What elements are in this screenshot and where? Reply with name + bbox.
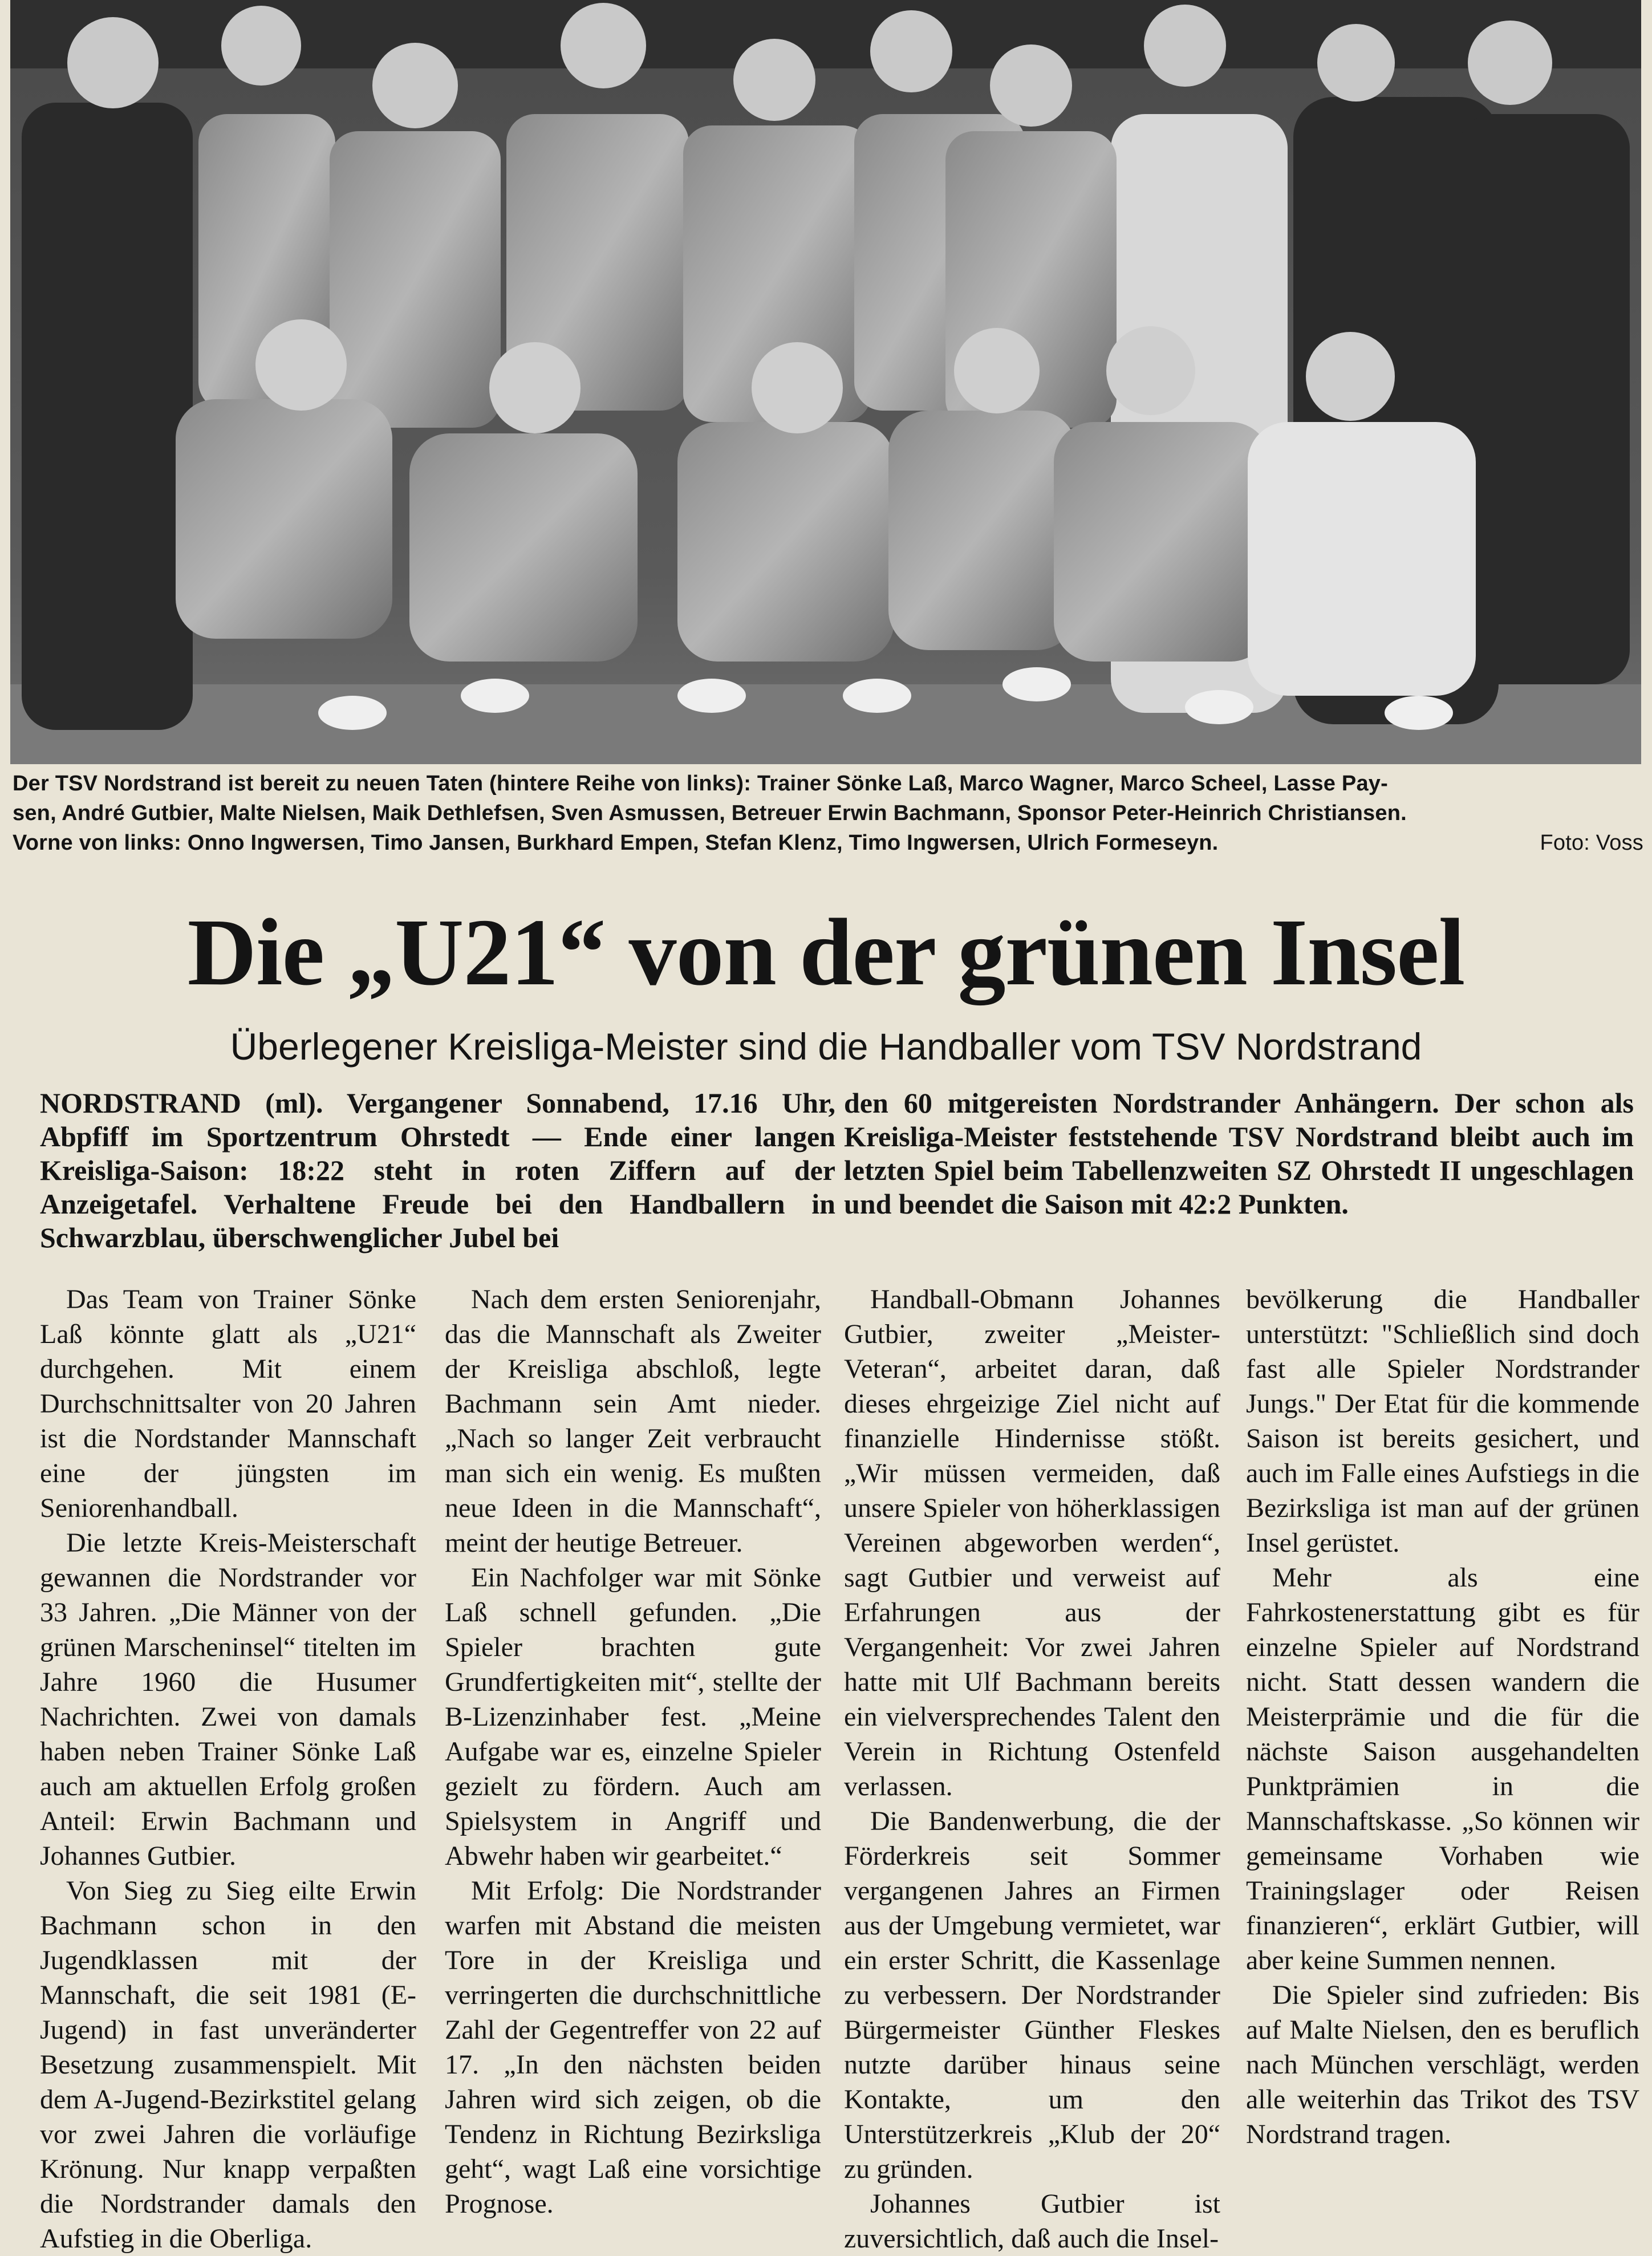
article-paragraph: Die letzte Kreis-Meisterschaft gewannen die Nordstrander vor 33 Jahren. „Die Männer von der grünen Marscheninsel“ titelten im Jahre 1960 die Husumer Nachrichten. Zwei von damals haben neben Trainer Sönke Laß auch am aktuellen Erfolg großen Anteil: Erwin Bachmann und Johannes Gutbier.	[40, 1528, 416, 1871]
article-column-1	[40, 1282, 416, 2256]
caption-line: Der TSV Nordstrand ist bereit zu neuen Taten (hintere Reihe von links): Trainer Sönke Laß, Marco Wagner, Marco Scheel, Lasse Pay-	[13, 772, 1388, 796]
photo-caption	[13, 769, 1643, 858]
team-photo-icon	[10, 0, 1641, 764]
article-paragraph: Das Team von Trainer Sönke Laß könnte glatt als „U21“ durchgehen. Mit einem Durchschnittsalter von 20 Jahren ist die Nordstander Mannschaft eine der jüngsten im Seniorenhandball.	[40, 1284, 416, 1523]
article-paragraph: Die Bandenwerbung, die der Förderkreis seit Sommer vergangenen Jahres an Firmen aus der Umgebung vermietet, war ein erster Schritt, die Kassenlage zu verbessern. Der Nordstrander Bürgermeister Günther Fleskes nutzte darüber hinaus seine Kontakte, um den Unterstützerkreis „Klub der 20“ zu gründen.	[844, 1806, 1220, 2184]
article-paragraph: Von Sieg zu Sieg eilte Erwin Bachmann schon in den Jugendklassen mit der Mannschaft, die seit 1981 (E-Jugend) in fast unveränderter Besetzung zusammenspielt. Mit dem A-Jugend-Bezirkstitel gelang vor zwei Jahren die vorläufige Krönung. Nur knapp verpaßten die Nordstrander damals den Aufstieg in die Oberliga.	[40, 1876, 416, 2254]
caption-line: sen, André Gutbier, Malte Nielsen, Maik Dethlefsen, Sven Asmussen, Betreuer Erwin Bachmann, Sponsor Peter-Heinrich Christiansen.	[13, 801, 1407, 825]
subheadline: Überlegener Kreisliga-Meister sind die Handballer vom TSV Nordstrand	[230, 1025, 1422, 1068]
article-column-3	[844, 1282, 1220, 2256]
lead-paragraph-left: NORDSTRAND (ml). Vergangener Sonnabend, 17.16 Uhr, Abpfiff im Sportzentrum Ohrstedt — Ende einer langen Kreisliga-Saison: 18:22 steht in roten Ziffern auf der Anzeigetafel. Verhaltene Freude bei den Handballern in Schwarzblau, überschwenglicher Jubel bei	[40, 1087, 835, 1253]
article-paragraph: Mehr als eine Fahrkostenerstattung gibt es für einzelne Spieler auf Nordstrand nicht. Statt dessen wandern die Meisterprämie und die für die nächste Saison ausgehandelten Punktprämien in die Mannschaftskasse. „So können wir gemeinsame Vorhaben wie Trainingslager oder Reisen finanzieren“, erklärt Gutbier, will aber keine Summen nennen.	[1246, 1563, 1639, 1975]
team-photo	[10, 0, 1641, 764]
article-paragraph: Handball-Obmann Johannes Gutbier, zweiter „Meister-Veteran“, arbeitet daran, daß dieses ehrgeizige Ziel nicht auf finanzielle Hindernisse stößt. „Wir müssen vermeiden, daß unsere Spieler von höherklassigen Vereinen abgeworben werden“, sagt Gutbier und verweist auf Erfahrungen aus der Vergangenheit: Vor zwei Jahren hatte mit Ulf Bachmann bereits ein vielversprechendes Talent den Verein in Richtung Ostenfeld verlassen.	[844, 1284, 1220, 1801]
article-paragraph: Mit Erfolg: Die Nordstrander warfen mit Abstand die meisten Tore in der Kreisliga und verringerten die durchschnittliche Zahl der Gegentreffer von 22 auf 17. „In den nächsten beiden Jahren wird sich zeigen, ob die Tendenz in Richtung Bezirksliga geht“, wagt Laß eine vorsichtige Prognose.	[445, 1876, 821, 2219]
article-paragraph: Ein Nachfolger war mit Sönke Laß schnell gefunden. „Die Spieler brachten gute Grundfertigkeiten mit“, stellte der B-Lizenzinhaber fest. „Meine Aufgabe war es, einzelne Spieler gezielt zu fördern. Auch am Spielsystem in Angriff und Abwehr haben wir gearbeitet.“	[445, 1563, 821, 1871]
headline: Die „U21“ von der grünen Insel	[187, 899, 1465, 1005]
article-paragraph: Johannes Gutbier ist zuversichtlich, daß auch die Insel-	[844, 2189, 1220, 2254]
caption-line	[13, 828, 1643, 858]
article-paragraph: Nach dem ersten Seniorenjahr, das die Mannschaft als Zweiter der Kreisliga abschloß, legte Bachmann sein Amt nieder. „Nach so langer Zeit verbraucht man sich ein wenig. Es mußten neue Ideen in die Mannschaft“, meint der heutige Betreuer.	[445, 1284, 821, 1558]
lead-paragraph-right: den 60 mitgereisten Nordstrander Anhängern. Der schon als Kreisliga-Meister feststehende TSV Nordstrand bleibt auch im letzten Spiel beim Tabellenzweiten SZ Ohrstedt II ungeschlagen und beendet die Saison mit 42:2 Punkten.	[844, 1087, 1634, 1220]
photo-credit: Foto: Voss	[1540, 831, 1643, 855]
caption-line-text: Vorne von links: Onno Ingwersen, Timo Jansen, Burkhard Empen, Stefan Klenz, Timo Ingwersen, Ulrich Formeseyn.	[13, 831, 1219, 855]
article-column-2	[445, 1282, 821, 2221]
article-column-4	[1246, 1282, 1639, 2152]
article-paragraph: bevölkerung die Handballer unterstützt: "Schließlich sind doch fast alle Spieler Nordstrander Jungs." Der Etat für die kommende Saison ist bereits gesichert, und auch im Falle eines Aufstiegs in die Bezirksliga ist man auf der grünen Insel gerüstet.	[1246, 1284, 1639, 1558]
article-paragraph: Die Spieler sind zufrieden: Bis auf Malte Nielsen, den es beruflich nach München verschlägt, werden alle weiterhin das Trikot des TSV Nordstrand tragen.	[1246, 1980, 1639, 2149]
